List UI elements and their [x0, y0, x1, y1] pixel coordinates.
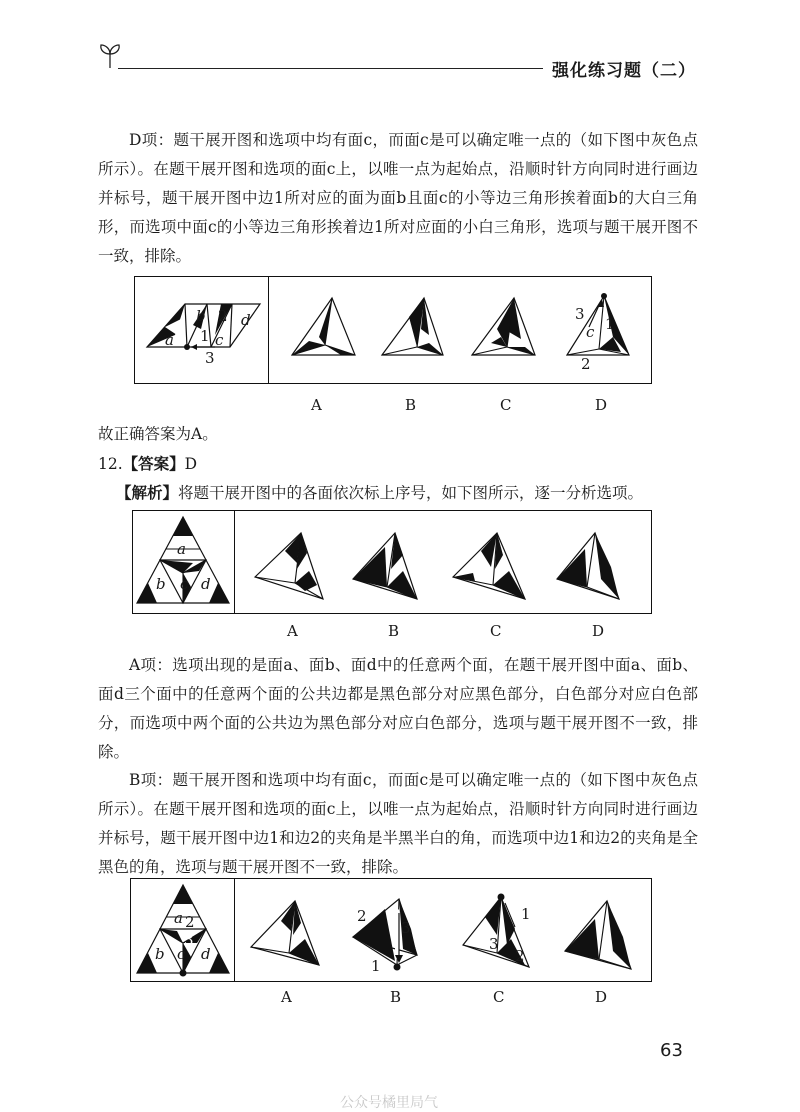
leaf-icon [98, 42, 122, 70]
fig2-option-c [453, 533, 525, 599]
figure-2-options [235, 511, 651, 613]
fig2-label-d: d [201, 575, 211, 593]
fig3-optb-label-1: 1 [371, 957, 381, 975]
fig2-label-a: a [177, 540, 186, 558]
fig3-label-3: 3 [184, 931, 194, 949]
fig3-label-d: d [201, 945, 211, 963]
option-d-text: D项：题干展开图和选项中均有面c，而面c是可以确定唯一点的（如下图中灰色点所示）。在题干展开图和选项的面c上，以唯一点为起始点，沿顺时针方向同时进行画边并标号，题干展开图中边1所对应的面为面b且面c的小等边三角形挨着面b的大白三角形，而选项中面c的小等边三角形挨着边1所对应面的小白三角形，选项与题干展开图不一致，排除。 [98, 131, 698, 265]
fig1-label-2: 2 [218, 307, 228, 325]
option-a-text: A项：选项出现的是面a、面b、面d中的任意两个面，在题干展开图中面a、面b、面d三个面中的任意两个面的公共边都是黑色部分对应黑色部分，白色部分对应白色部分，而选项中两个面的公共边为黑色部分对应白色部分，选项与题干展开图不一致，排除。 [98, 656, 698, 761]
fig3-option-d [565, 901, 631, 969]
answer-line [98, 449, 698, 479]
fig3-optb-label-3: 3 [401, 919, 411, 937]
fig3-option-a-label: A [281, 988, 292, 1006]
fig3-optc-label-3: 3 [489, 935, 499, 953]
fig1-label-b: b [196, 307, 206, 325]
fig2-option-b [353, 533, 417, 599]
conclusion [98, 420, 698, 449]
fig1-option-b-label: B [405, 396, 417, 414]
answer-value: D [184, 455, 198, 473]
fig1-optd-label-c: c [586, 323, 595, 341]
fig1-option-a-label: A [311, 396, 322, 414]
fig1-option-b [382, 298, 443, 355]
fig3-option-b-label: B [390, 988, 402, 1006]
header-rule [118, 68, 543, 69]
fig1-option-d [567, 293, 629, 355]
fig1-label-d: d [241, 311, 251, 329]
analysis-label: 【解析】 [116, 483, 179, 502]
option-d-explanation [98, 126, 698, 271]
fig3-optb-label-2: 2 [357, 907, 367, 925]
fig1-label-1: 1 [200, 327, 210, 345]
fig3-option-c-label: C [493, 988, 505, 1006]
fig2-option-b-label: B [388, 622, 400, 640]
analysis-text: 将题干展开图中的各面依次标上序号，如下图所示，逐一分析选项。 [178, 484, 644, 502]
fig3-label-b: b [155, 945, 165, 963]
fig1-optd-label-3: 3 [575, 305, 585, 323]
figure-1 [134, 276, 652, 384]
analysis-line [116, 478, 701, 508]
option-b-explanation [98, 766, 698, 882]
fig1-option-c-label: C [500, 396, 512, 414]
figure-3-net [131, 879, 233, 981]
fig3-option-a [251, 901, 319, 965]
option-a-explanation [98, 651, 698, 767]
fig3-label-2: 2 [185, 913, 195, 931]
question-number: 12. [98, 455, 123, 473]
fig2-option-c-label: C [490, 622, 502, 640]
answer-label: 【答案】 [122, 454, 185, 473]
fig1-optd-label-2: 2 [581, 355, 591, 373]
fig1-label-c: c [215, 331, 224, 349]
option-b-text: B项：题干展开图和选项中均有面c，而面c是可以确定唯一点的（如下图中灰色点所示）。在题干展开图和选项的面c上，以唯一点为起始点，沿顺时针方向同时进行画边并标号，题干展开图中边1和边2的夹角是半黑半白的角，而选项中边1和边2的夹角是全黑色的角，选项与题干展开图不一致，排除。 [98, 771, 698, 876]
fig3-optc-label-1: 1 [521, 905, 531, 923]
fig2-option-d-label: D [592, 622, 605, 640]
fig2-option-a-label: A [287, 622, 298, 640]
running-header-title: 强化练习题（二） [552, 61, 696, 81]
figure-3 [130, 878, 652, 982]
conclusion-text: 故正确答案为A。 [98, 425, 218, 443]
fig2-label-b: b [156, 575, 166, 593]
figure-3-options [235, 879, 651, 981]
fig3-label-c: c [177, 945, 186, 963]
fig1-option-c [472, 298, 535, 355]
fig3-label-a: a [174, 909, 183, 927]
fig1-label-a: a [165, 331, 174, 349]
fig1-option-a [292, 298, 355, 355]
watermark: 公众号橘里局气 [340, 1095, 438, 1111]
fig3-option-d-label: D [595, 988, 608, 1006]
figure-2-net [133, 511, 233, 613]
fig1-optd-label-1: 1 [605, 315, 615, 333]
fig1-label-3: 3 [205, 349, 215, 367]
fig2-label-c: c [180, 575, 189, 593]
fig3-optc-label-2: 2 [515, 947, 525, 965]
fig2-option-d [557, 533, 619, 599]
page-number: 63 [660, 1040, 683, 1061]
fig2-option-a [255, 533, 323, 599]
fig1-option-d-label: D [595, 396, 608, 414]
figure-2 [132, 510, 652, 614]
